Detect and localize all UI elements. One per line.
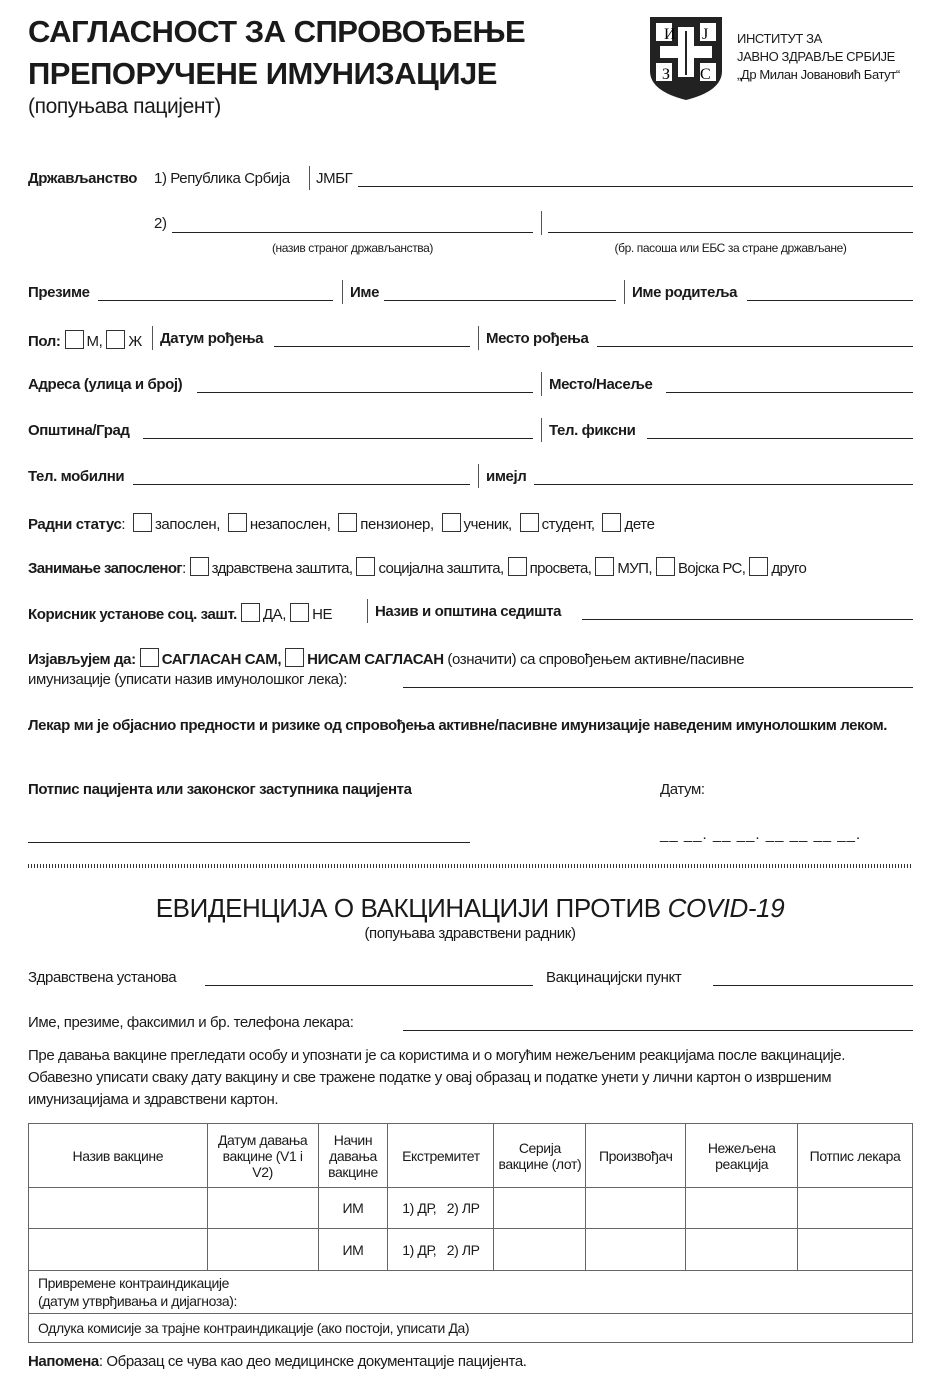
cell[interactable] bbox=[586, 1229, 686, 1271]
checkbox[interactable] bbox=[190, 557, 209, 576]
no-label: НЕ bbox=[312, 606, 333, 623]
institution-field[interactable] bbox=[582, 619, 913, 620]
email-field[interactable] bbox=[534, 484, 913, 485]
declare-rest: (означити) са спровођењем активне/пасивне bbox=[447, 651, 745, 668]
social-user-row bbox=[28, 603, 332, 623]
citizenship-serbia[interactable]: 1) Република Србија bbox=[154, 170, 290, 187]
address-label: Адреса (улица и број) bbox=[28, 376, 183, 393]
header-lot: Серија вакцине (лот) bbox=[494, 1124, 586, 1188]
title-line-1: САГЛАСНОСТ ЗА СПРОВОЂЕЊЕ bbox=[28, 14, 526, 49]
parent-name-label: Име родитеља bbox=[632, 284, 738, 301]
sex-row bbox=[28, 330, 142, 350]
cell[interactable] bbox=[798, 1188, 913, 1229]
institute-line-3: „Др Милан Јовановић Батут“ bbox=[737, 67, 900, 82]
checkbox[interactable] bbox=[442, 513, 461, 532]
header-date: Датум давања вакцине (V1 i V2) bbox=[207, 1124, 318, 1188]
jmbg-field[interactable] bbox=[358, 186, 913, 187]
name-field[interactable] bbox=[384, 300, 616, 301]
occupation-label: Занимање запосленог bbox=[28, 560, 183, 577]
phone-fixed-field[interactable] bbox=[647, 438, 913, 439]
yes-checkbox[interactable] bbox=[241, 603, 260, 622]
vaccine-name-field[interactable] bbox=[403, 687, 913, 688]
checkbox[interactable] bbox=[656, 557, 675, 576]
temporary-contraindications-cell[interactable] bbox=[29, 1271, 913, 1314]
divider bbox=[152, 326, 153, 350]
option-label: дете bbox=[624, 516, 655, 533]
header-vaccine-name: Назив вакцине bbox=[29, 1124, 208, 1188]
divider bbox=[367, 599, 368, 623]
cell-method: ИМ bbox=[318, 1229, 388, 1271]
agree-checkbox[interactable] bbox=[140, 648, 159, 667]
checkbox[interactable] bbox=[338, 513, 357, 532]
divider bbox=[478, 464, 479, 488]
divider bbox=[541, 211, 542, 235]
table-row bbox=[29, 1229, 913, 1271]
signature-field[interactable] bbox=[28, 842, 470, 843]
temp-contra-line-2: (датум утврђивања и дијагноза): bbox=[38, 1293, 238, 1309]
municipality-label: Општина/Град bbox=[28, 422, 130, 439]
subtitle: (попуњава пацијент) bbox=[28, 95, 221, 118]
sex-label: Пол: bbox=[28, 333, 61, 350]
commission-cell[interactable]: Одлука комисије за трајне контраиндикације (ако постоји, уписати Да) bbox=[29, 1314, 913, 1343]
date-label: Датум: bbox=[660, 781, 705, 798]
parent-name-field[interactable] bbox=[747, 300, 913, 301]
instructions-text: Пре давања вакцине прегледати особу и упознати је са користима и о могућим нежељеним реакцијама после вакцинације. Обавезно уписати сваку дату вакцину и све тражене податке у овај образац и податке унети у лични картон о извршеним имунизацијама и здравствени картон. bbox=[28, 1047, 845, 1108]
header-doctor-signature: Потпис лекара bbox=[798, 1124, 913, 1188]
cell[interactable] bbox=[207, 1229, 318, 1271]
phone-fixed-label: Тел. фиксни bbox=[549, 422, 636, 439]
municipality-field[interactable] bbox=[143, 438, 533, 439]
checkbox[interactable] bbox=[356, 557, 375, 576]
email-label: имејл bbox=[486, 468, 527, 485]
option-label: друго bbox=[771, 560, 807, 577]
sex-f-label: Ж bbox=[128, 333, 142, 350]
divider bbox=[342, 280, 343, 304]
vaccination-table bbox=[28, 1123, 913, 1343]
divider bbox=[309, 166, 310, 190]
surname-field[interactable] bbox=[98, 300, 333, 301]
address-field[interactable] bbox=[197, 392, 533, 393]
svg-text:З: З bbox=[662, 66, 670, 83]
declaration-row bbox=[28, 648, 744, 668]
passport-field[interactable] bbox=[548, 232, 913, 233]
sex-m-label: М, bbox=[86, 333, 103, 350]
citizenship-label: Држављанство bbox=[28, 170, 138, 187]
cell-extremity[interactable]: 1) ДР, 2) ЛР bbox=[388, 1229, 494, 1271]
record-title-covid: COVID-19 bbox=[667, 893, 785, 923]
divider bbox=[624, 280, 625, 304]
yes-label: ДА, bbox=[262, 606, 287, 623]
citizenship-other: 2) bbox=[154, 215, 167, 232]
option-label: незапослен, bbox=[249, 516, 331, 533]
option-label: ученик, bbox=[463, 516, 512, 533]
facility-field[interactable] bbox=[205, 985, 533, 986]
institute-line-1: ИНСТИТУТ ЗА bbox=[737, 31, 822, 46]
commission-row[interactable] bbox=[29, 1314, 913, 1343]
facility-label: Здравствена установа bbox=[28, 969, 177, 986]
phone-mobile-field[interactable] bbox=[133, 484, 470, 485]
dob-label: Датум рођења bbox=[160, 330, 264, 347]
cell[interactable] bbox=[586, 1188, 686, 1229]
checkbox[interactable] bbox=[595, 557, 614, 576]
disagree-label: НИСАМ САГЛАСАН bbox=[307, 651, 444, 668]
checkbox[interactable] bbox=[520, 513, 539, 532]
svg-text:С: С bbox=[700, 66, 711, 83]
checkbox[interactable] bbox=[228, 513, 247, 532]
header-adverse-reaction: Нежељена реакција bbox=[686, 1124, 798, 1188]
option-label: запослен, bbox=[154, 516, 221, 533]
name-label: Име bbox=[350, 284, 380, 301]
table-header-row bbox=[29, 1124, 913, 1188]
foreign-caption: (назив страног држављанства) bbox=[271, 241, 434, 255]
cut-line-separator bbox=[28, 864, 913, 868]
header-extremity: Екстремитет bbox=[388, 1124, 494, 1188]
date-field[interactable]: __ __. __ __. __ __ __ __. bbox=[660, 826, 862, 843]
note-label: Напомена bbox=[28, 1353, 99, 1370]
jmbg-label: ЈМБГ bbox=[316, 170, 353, 187]
social-user-label: Корисник установе соц. зашт. bbox=[28, 606, 237, 623]
cell[interactable] bbox=[29, 1188, 208, 1229]
vaccination-point-field[interactable] bbox=[713, 985, 913, 986]
signature-label: Потпис пацијента или законског заступника пацијента bbox=[28, 781, 412, 798]
passport-caption: (бр. пасоша или ЕБС за стране држављане) bbox=[614, 241, 847, 255]
checkbox[interactable] bbox=[602, 513, 621, 532]
sex-m-checkbox[interactable] bbox=[65, 330, 84, 349]
record-subtitle: (попуњава здравствени радник) bbox=[364, 925, 576, 942]
surname-label: Презиме bbox=[28, 284, 90, 301]
divider bbox=[541, 418, 542, 442]
option-label: МУП, bbox=[617, 560, 652, 577]
cell[interactable] bbox=[798, 1229, 913, 1271]
disagree-checkbox[interactable] bbox=[285, 648, 304, 667]
temp-contra-line-1: Привремене контраиндикације bbox=[38, 1275, 229, 1291]
work-status-label: Радни статус bbox=[28, 516, 122, 533]
cell[interactable] bbox=[29, 1229, 208, 1271]
work-status-row: Радни статус: запослен, незапослен, пензионер, ученик, студент, дете bbox=[28, 513, 655, 533]
option-label: Војска РС, bbox=[677, 560, 746, 577]
cell[interactable] bbox=[494, 1229, 586, 1271]
note-text: : Образац се чува као део медицинске документације пацијента. bbox=[98, 1353, 527, 1370]
note bbox=[28, 1353, 527, 1370]
sex-f-checkbox[interactable] bbox=[106, 330, 125, 349]
option-label: просвета, bbox=[529, 560, 592, 577]
cell[interactable] bbox=[686, 1229, 798, 1271]
checkbox[interactable] bbox=[508, 557, 527, 576]
title-line-2: ПРЕПОРУЧЕНЕ ИМУНИЗАЦИЈЕ bbox=[28, 56, 497, 91]
record-title bbox=[0, 893, 940, 924]
divider bbox=[478, 326, 479, 350]
phone-mobile-label: Тел. мобилни bbox=[28, 468, 125, 485]
option-label: студент, bbox=[541, 516, 595, 533]
logo-letter-i: И bbox=[664, 26, 676, 43]
institute-logo bbox=[648, 15, 724, 101]
declare-label: Изјављујем да: bbox=[28, 651, 136, 668]
no-checkbox[interactable] bbox=[290, 603, 309, 622]
foreign-citizenship-field[interactable] bbox=[172, 232, 533, 233]
place-field[interactable] bbox=[666, 392, 913, 393]
agree-label: САГЛАСАН САМ, bbox=[161, 651, 282, 668]
vaccination-point-label: Вакцинацијски пункт bbox=[546, 969, 682, 986]
institution-label: Назив и општина седишта bbox=[375, 603, 562, 620]
doctor-label: Име, презиме, факсимил и бр. телефона лекара: bbox=[28, 1014, 354, 1031]
checkbox[interactable] bbox=[749, 557, 768, 576]
pob-field[interactable] bbox=[597, 346, 913, 347]
option-label: пензионер, bbox=[360, 516, 434, 533]
table-row bbox=[29, 1188, 913, 1229]
institute-name bbox=[737, 30, 900, 84]
cell[interactable] bbox=[494, 1188, 586, 1229]
cell-extremity[interactable]: 1) ДР, 2) ЛР bbox=[388, 1188, 494, 1229]
cell-method: ИМ bbox=[318, 1188, 388, 1229]
option-label: социјална заштита, bbox=[378, 560, 504, 577]
pob-label: Место рођења bbox=[486, 330, 589, 347]
option-label: здравствена заштита, bbox=[211, 560, 353, 577]
cell[interactable] bbox=[686, 1188, 798, 1229]
declare-line-2: имунизације (уписати назив имунолошког лека): bbox=[28, 671, 347, 688]
checkbox[interactable] bbox=[133, 513, 152, 532]
cell[interactable] bbox=[207, 1188, 318, 1229]
header-manufacturer: Произвођач bbox=[586, 1124, 686, 1188]
occupation-row: Занимање запосленог: здравствена заштита, социјална заштита, просвета, МУП, Војска РС, друго bbox=[28, 557, 806, 577]
doctor-explained-text: Лекар ми је објаснио предности и ризике од спровођења активне/пасивне имунизације наведеним имунолошким леком. bbox=[28, 717, 888, 734]
institute-line-2: ЈАВНО ЗДРАВЉЕ СРБИЈЕ bbox=[737, 49, 895, 64]
header-method: Начин давања вакцине bbox=[318, 1124, 388, 1188]
svg-text:Ј: Ј bbox=[702, 26, 708, 43]
place-label: Место/Насеље bbox=[549, 376, 653, 393]
doctor-field[interactable] bbox=[403, 1030, 913, 1031]
dob-field[interactable] bbox=[274, 346, 470, 347]
record-title-text: ЕВИДЕНЦИЈА О ВАКЦИНАЦИЈИ ПРОТИВ bbox=[155, 893, 668, 923]
temporary-contraindications-row[interactable] bbox=[29, 1271, 913, 1314]
divider bbox=[541, 372, 542, 396]
